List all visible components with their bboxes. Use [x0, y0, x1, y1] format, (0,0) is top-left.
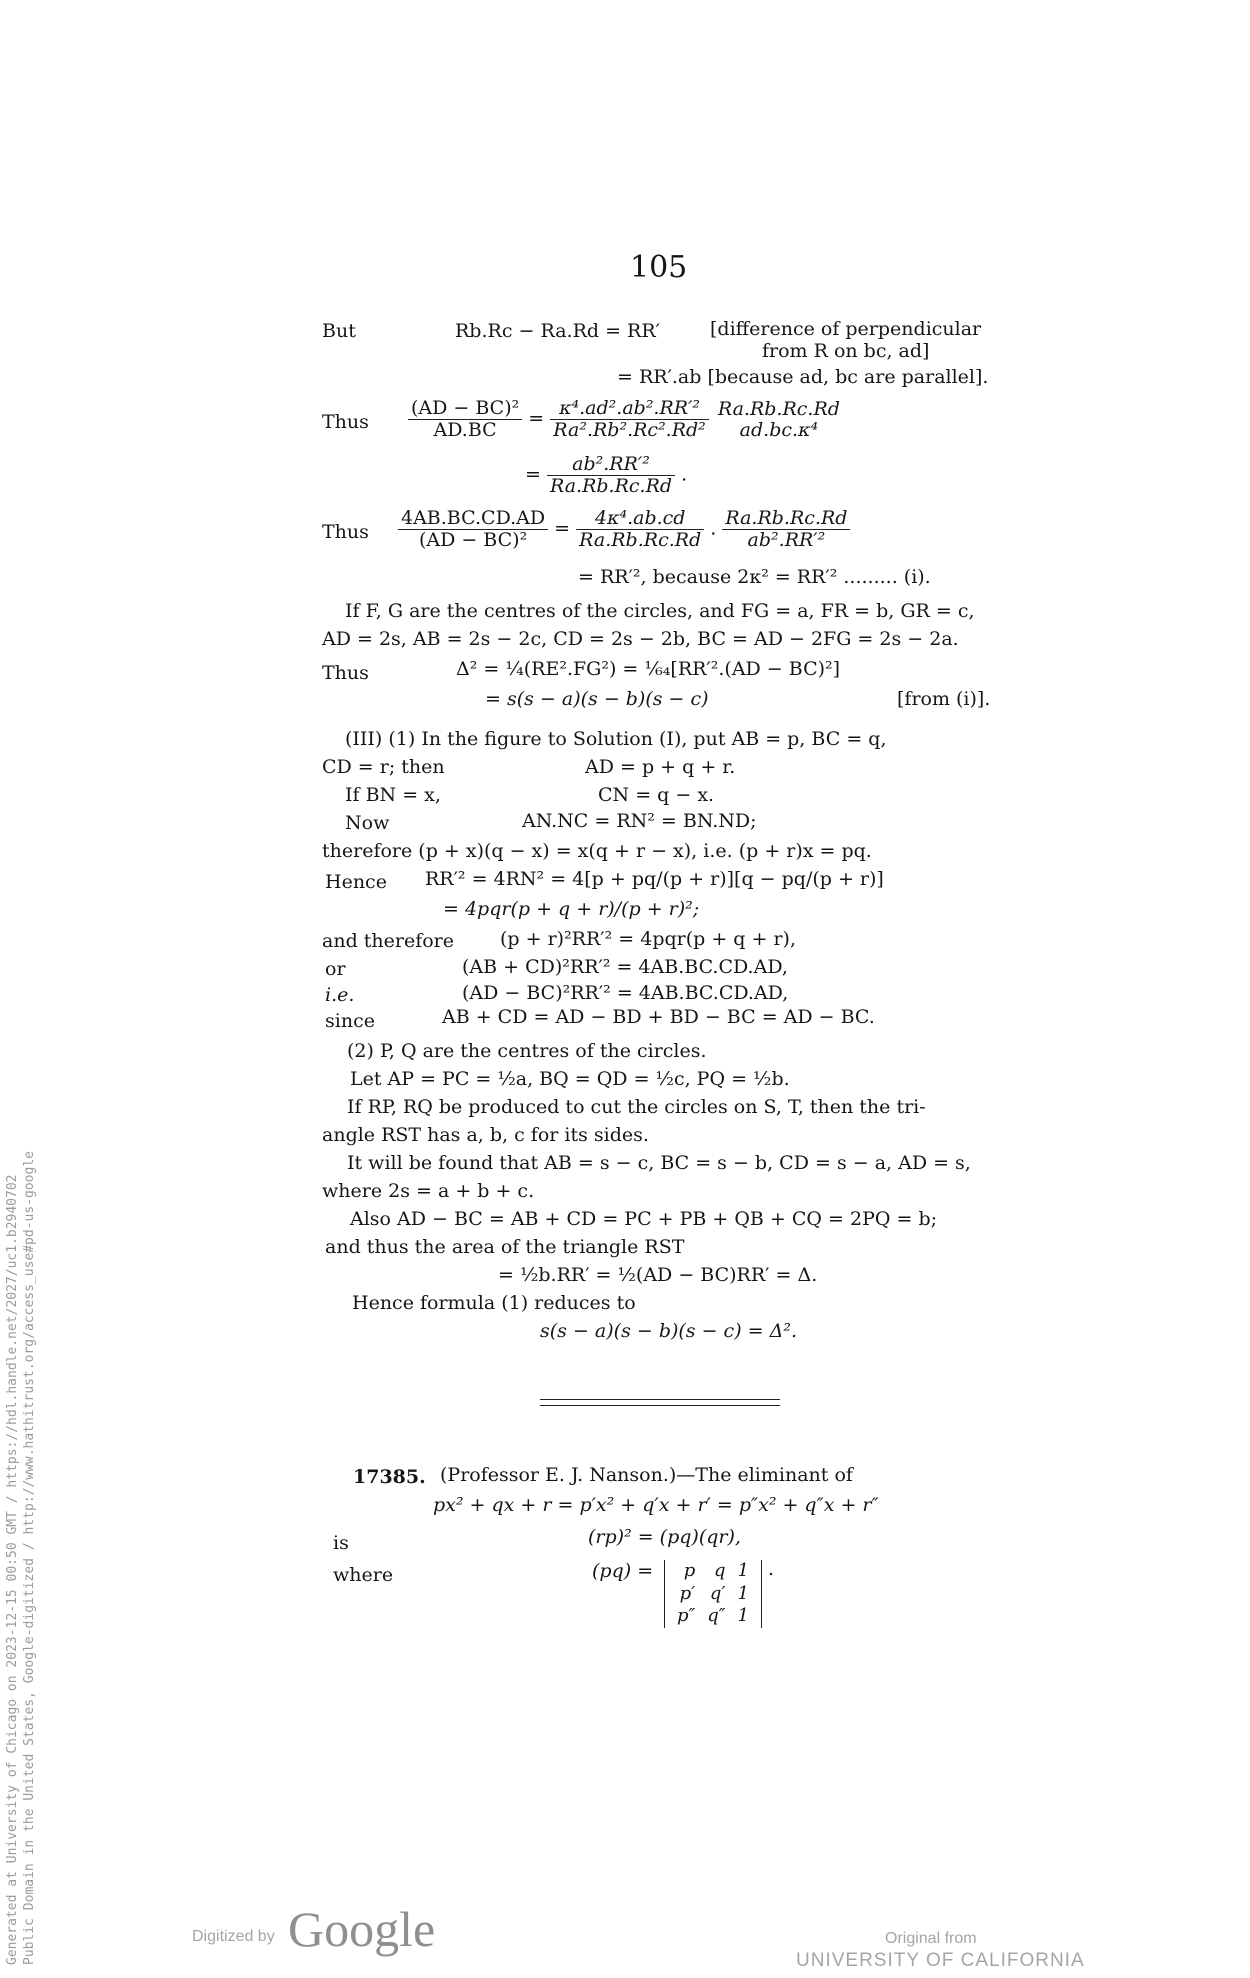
- paragraph-line: Hence formula (1) reduces to: [352, 1292, 636, 1314]
- university-label: UNIVERSITY OF CALIFORNIA: [796, 1950, 1085, 1971]
- equation: (pq) =: [592, 1560, 654, 1582]
- fraction: $\frac{4AB.BC.CD.AD}{\text{(AD − BC)²}}$: [398, 508, 548, 551]
- fraction-row-1: $\frac{\text{(AD − BC)²}}{AD.BC}$ = $\frac{\text{κ⁴.ad².ab².RR′²}}{\text{Ra².Rb².Rc².Rd²}}$ Ra.Rb.Rc.Rd ad.bc.κ⁴: [408, 398, 843, 441]
- paragraph-line: therefore (p + x)(q − x) = x(q + r − x), i.e. (p + r)x = pq.: [322, 840, 872, 862]
- paragraph-line: is: [333, 1532, 349, 1554]
- digitized-by-label: Digitized by: [192, 1928, 275, 1945]
- watermark-line: Public Domain in the United States, Google-digitized / http://www.hathitrust.org/access_use#pd-us-google: [22, 1151, 37, 1965]
- equation-rbrc: Rb.Rc − Ra.Rd = RR′: [455, 320, 660, 342]
- paragraph-line: or: [325, 958, 346, 980]
- paragraph-line: If RP, RQ be produced to cut the circles on S, T, then the tri-: [347, 1096, 926, 1118]
- paragraph-line: CD = r; then: [322, 756, 445, 778]
- fraction-row-3: $\frac{4AB.BC.CD.AD}{\text{(AD − BC)²}}$ = $\frac{\text{4κ⁴.ab.cd}}{Ra.Rb.Rc.Rd}$ . $\frac{Ra.Rb.Rc.Rd}{\text{ab².RR′²}}$: [398, 508, 850, 551]
- equation: AB + CD = AD − BD + BD − BC = AD − BC.: [442, 1006, 875, 1028]
- paragraph-line: If F, G are the centres of the circles, and FG = a, FR = b, GR = c,: [345, 600, 975, 622]
- page-number: 105: [630, 250, 688, 285]
- paragraph-line: where: [333, 1564, 394, 1586]
- equation: (AD − BC)²RR′² = 4AB.BC.CD.AD,: [462, 982, 789, 1004]
- equation-rr2: = RR′², because 2κ² = RR′² ......... (i).: [578, 566, 931, 588]
- paragraph-line: (III) (1) In the figure to Solution (I), put AB = p, BC = q,: [345, 728, 887, 750]
- equation: RR′² = 4RN² = 4[p + pq/(p + r)][q − pq/(p + r)]: [425, 868, 884, 890]
- paragraph-line: where 2s = a + b + c.: [322, 1180, 535, 1202]
- fraction: $\frac{\text{κ⁴.ad².ab².RR′²}}{\text{Ra².Rb².Rc².Rd²}}$: [550, 398, 709, 441]
- equation: px² + qx + r = p′x² + q′x + r′ = p″x² + q″x + r″: [433, 1494, 879, 1516]
- watermark-line: Generated at University of Chicago on 2023-12-15 00:50 GMT / https://hdl.handle.net/2027/uc1.b2940702: [5, 1174, 20, 1965]
- equation: (p + r)²RR′² = 4pqr(p + q + r),: [500, 928, 796, 950]
- equation: CN = q − x.: [598, 784, 715, 806]
- paragraph-line: Now: [345, 812, 390, 834]
- equation: AN.NC = RN² = BN.ND;: [522, 810, 757, 832]
- paragraph-line: angle RST has a, b, c for its sides.: [322, 1124, 649, 1146]
- paragraph-line: and thus the area of the triangle RST: [325, 1236, 685, 1258]
- paragraph-line: (2) P, Q are the centres of the circles.: [347, 1040, 707, 1062]
- google-logo: Google: [288, 1901, 436, 1957]
- equation-heron: = s(s − a)(s − b)(s − c): [485, 688, 709, 710]
- original-from-label: Original from: [885, 1930, 977, 1947]
- equation: = ½b.RR′ = ½(AD − BC)RR′ = Δ.: [498, 1264, 818, 1286]
- bracket-note: [difference of perpendicular: [710, 318, 982, 340]
- paragraph-line: i.e.: [325, 984, 355, 1006]
- equation: s(s − a)(s − b)(s − c) = Δ².: [540, 1320, 797, 1342]
- question-text: (Professor E. J. Nanson.)—The eliminant of: [440, 1464, 853, 1486]
- paragraph-line: It will be found that AB = s − c, BC = s − b, CD = s − a, AD = s,: [347, 1152, 971, 1174]
- equation: = 4pqr(p + q + r)/(p + r)²;: [443, 898, 700, 920]
- fraction-open: Ra.Rb.Rc.Rd ad.bc.κ⁴: [717, 397, 840, 441]
- fraction: $\frac{Ra.Rb.Rc.Rd}{\text{ab².RR′²}}$: [722, 508, 850, 551]
- question-number: 17385.: [353, 1466, 426, 1488]
- fraction-row-2: = $\frac{\text{ab².RR′²}}{Ra.Rb.Rc.Rd}$ .: [525, 453, 688, 497]
- text-thus-1: Thus: [322, 411, 369, 433]
- bracket-note-cont: from R on bc, ad]: [762, 340, 930, 362]
- determinant: p q 1 p′ q′ 1 p″ q″ 1 .: [664, 1560, 774, 1628]
- text-thus-2: Thus: [322, 521, 369, 543]
- paragraph-line: since: [325, 1010, 375, 1032]
- reference: [from (i)].: [897, 688, 991, 710]
- paragraph-line: and therefore: [322, 930, 455, 952]
- text-but: But: [322, 320, 356, 342]
- equation: AD = p + q + r.: [585, 756, 736, 778]
- paragraph-line: Let AP = PC = ½a, BQ = QD = ½c, PQ = ½b.: [350, 1068, 790, 1090]
- equation-delta: Δ² = ¼(RE².FG²) = ¹⁄₆₄[RR′².(AD − BC)²]: [456, 658, 841, 680]
- fraction: $\frac{\text{(AD − BC)²}}{AD.BC}$: [408, 398, 522, 441]
- sidebar-watermark: [4, 1151, 38, 1965]
- text-thus-3: Thus: [322, 662, 369, 684]
- equation: (AB + CD)²RR′² = 4AB.BC.CD.AD,: [462, 956, 788, 978]
- fraction: $\frac{\text{ab².RR′²}}{Ra.Rb.Rc.Rd}$: [547, 454, 675, 497]
- fraction: $\frac{\text{4κ⁴.ab.cd}}{Ra.Rb.Rc.Rd}$: [576, 508, 704, 551]
- paragraph-line: Also AD − BC = AB + CD = PC + PB + QB + CQ = 2PQ = b;: [350, 1208, 938, 1230]
- paragraph-line: Hence: [325, 871, 387, 893]
- section-rule: [540, 1405, 780, 1406]
- equation-rrab: = RR′.ab [because ad, bc are parallel].: [617, 366, 989, 388]
- equation: (rp)² = (pq)(qr),: [588, 1526, 741, 1548]
- paragraph-line: AD = 2s, AB = 2s − 2c, CD = 2s − 2b, BC = AD − 2FG = 2s − 2a.: [322, 628, 959, 650]
- section-rule: [540, 1399, 780, 1400]
- paragraph-line: If BN = x,: [345, 784, 441, 806]
